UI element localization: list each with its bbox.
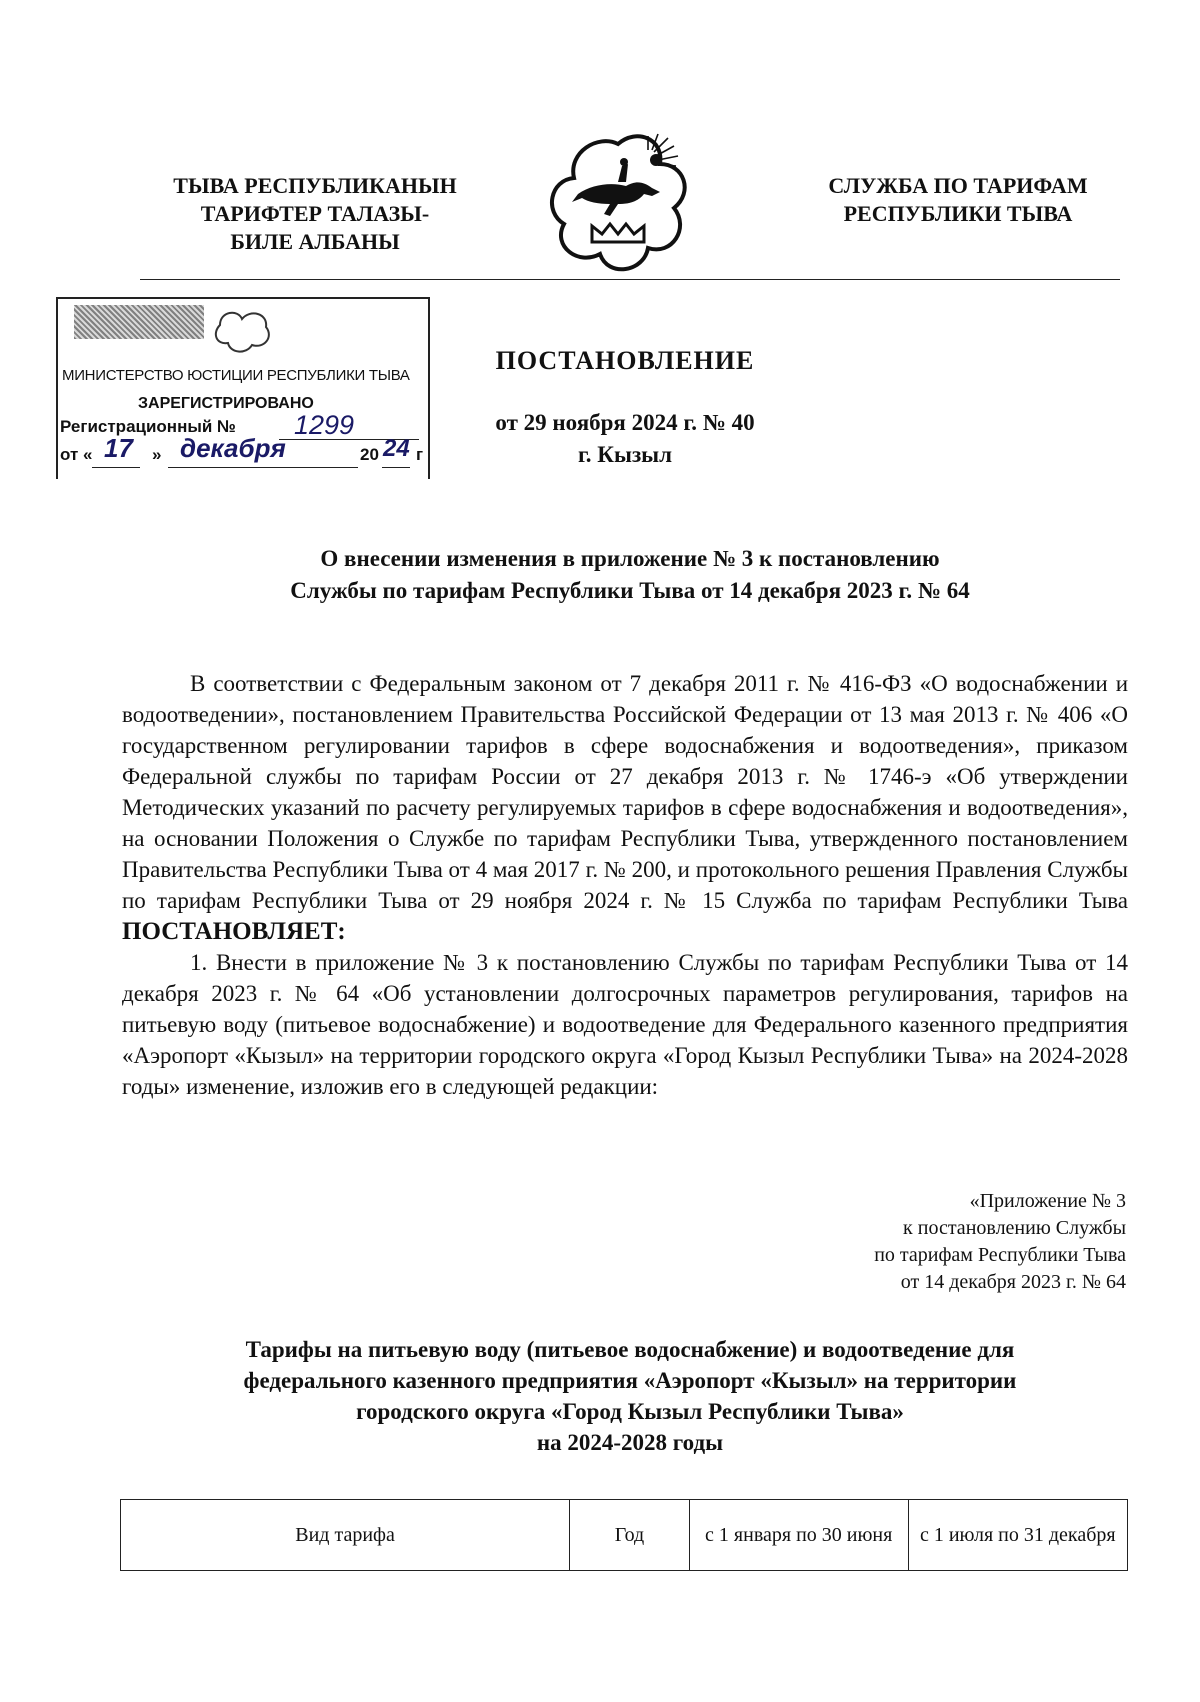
header-right-title	[808, 172, 1108, 228]
stamp-registered: ЗАРЕГИСТРИРОВАНО	[138, 395, 314, 412]
header-right-line: РЕСПУБЛИКИ ТЫВА	[843, 201, 1073, 226]
tariff-title-line: федерального казенного предприятия «Аэропорт «Кызыл» на территории	[243, 1368, 1017, 1393]
decree-city: г. Кызыл	[577, 442, 673, 467]
subject-line: О внесении изменения в приложение № 3 к постановлению	[320, 546, 940, 571]
stamp-seal-icon	[74, 305, 204, 339]
stamp-date-year-prefix: 20	[360, 445, 379, 464]
header-left-line: ТАРИФТЕР ТАЛАЗЫ-	[200, 201, 430, 226]
header-left-title	[150, 172, 480, 256]
stamp-date-mid: »	[152, 445, 162, 464]
stamp-date-suffix: г	[416, 445, 424, 464]
decree-title: ПОСТАНОВЛЕНИЕ	[495, 346, 755, 375]
subject-line: Службы по тарифам Республики Тыва от 14 декабря 2023 г. № 64	[290, 578, 970, 603]
tuva-coat-of-arms-icon	[548, 130, 688, 275]
decree-date-number: от 29 ноября 2024 г. № 40	[495, 410, 755, 435]
stamp-regno-value: 1299	[294, 410, 355, 440]
column-header-jul-dec: с 1 июля по 31 декабря	[908, 1500, 1127, 1571]
column-header-year: Год	[570, 1500, 690, 1571]
appendix-line: от 14 декабря 2023 г. № 64	[900, 1271, 1126, 1293]
appendix-reference	[874, 1188, 1126, 1296]
stamp-year-line	[382, 467, 410, 468]
header-right-line: СЛУЖБА ПО ТАРИФАМ	[828, 173, 1088, 198]
tariff-title-line: Тарифы на питьевую воду (питьевое водоснабжение) и водоотведение для	[245, 1337, 1015, 1362]
header-divider	[140, 279, 1120, 280]
stamp-day-line	[92, 467, 140, 468]
stamp-date-month: декабря	[180, 433, 286, 463]
appendix-line: по тарифам Республики Тыва	[874, 1244, 1126, 1266]
preamble-text: В соответствии с Федеральным законом от 7 декабря 2011 г. № 416-ФЗ «О водоснабжении и водоотведении», постановлением Правительства Российской Федерации от 13 мая 2013 г. № 406 «О государственном регулировании тарифов в сфере водоснабжения и водоотведения», приказом Федеральной службы по тарифам России от 27 декабря 2013 г. № 1746-э «Об утверждении Методических указаний по расчету регулируемых тарифов в сфере водоснабжения и водоотведения», на основании Положения о Службе по тарифам Республики Тыва, утвержденного постановлением Правительства Республики Тыва от 4 мая 2017 г. № 200, и протокольного решения Правления Службы по тарифам Республики Тыва от 29 ноября 2024 г. № 15 Служба по тарифам Республики Тыва	[122, 671, 1128, 913]
stamp-date-prefix: от «	[60, 445, 93, 464]
tariff-title-line: городского округа «Город Кызыл Республики Тыва»	[356, 1399, 904, 1424]
table-header-row	[121, 1500, 1128, 1571]
tariff-table	[120, 1499, 1128, 1571]
column-header-tariff-type: Вид тарифа	[121, 1500, 570, 1571]
stamp-ministry: МИНИСТЕРСТВО ЮСТИЦИИ РЕСПУБЛИКИ ТЫВА	[62, 367, 410, 384]
body-paragraph-item-1: 1. Внести в приложение № 3 к постановлению Службы по тарифам Республики Тыва от 14 декабря 2023 г. № 64 «Об установлении долгосрочных параметров регулирования, тарифов на питьевую воду (питьевое водоснабжение) и водоотведение для Федерального казенного предприятия «Аэропорт «Кызыл» на территории городского округа «Город Кызыл Республики Тыва» на 2024-2028 годы» изменение, изложив его в следующей редакции:	[122, 950, 1128, 1099]
stamp-date-day: 17	[104, 433, 133, 463]
header-left-line: ТЫВА РЕСПУБЛИКАНЫН	[173, 173, 457, 198]
appendix-line: «Приложение № 3	[969, 1190, 1126, 1212]
header-left-line: БИЛЕ АЛБАНЫ	[230, 229, 400, 254]
tariff-title	[130, 1334, 1130, 1458]
stamp-emblem-icon	[206, 305, 286, 355]
tariff-title-line: на 2024-2028 годы	[536, 1430, 724, 1455]
resolves-keyword: ПОСТАНОВЛЯЕТ:	[122, 918, 346, 945]
registration-stamp	[56, 297, 428, 479]
column-header-jan-jun: с 1 января по 30 июня	[689, 1500, 908, 1571]
stamp-regno-label: Регистрационный №	[60, 417, 236, 436]
stamp-month-line	[168, 467, 358, 468]
stamp-date-year: 24	[383, 435, 410, 462]
appendix-line: к постановлению Службы	[903, 1217, 1126, 1239]
decree-subject	[130, 543, 1130, 607]
decree-body	[122, 668, 1128, 1102]
body-paragraph-preamble	[122, 668, 1128, 947]
